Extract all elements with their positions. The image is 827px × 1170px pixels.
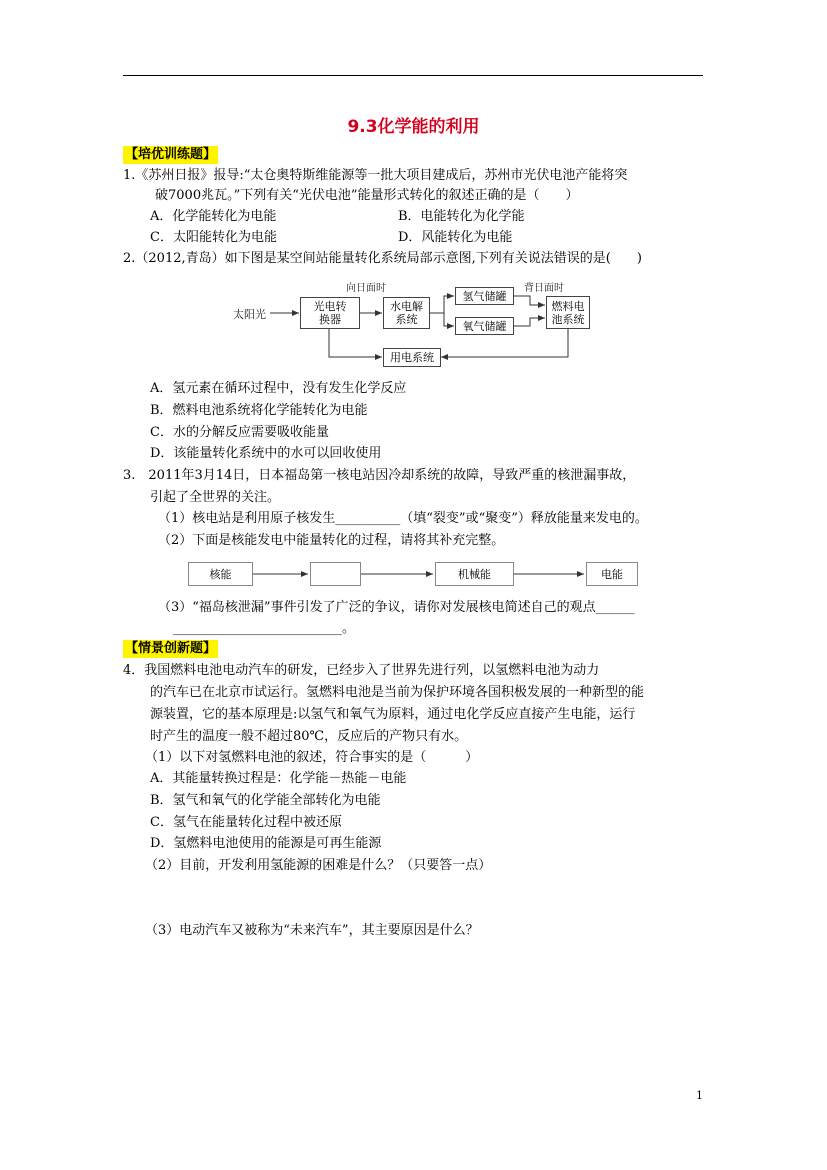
q4-option-c: C．氢气在能量转化过程中被还原 bbox=[150, 815, 342, 830]
q1-option-a: A．化学能转化为电能 bbox=[150, 209, 277, 224]
section-label-scenario: 【情景创新题】 bbox=[125, 641, 217, 656]
q4-part2: （2）目前，开发利用氢能源的困难是什么？（只要答一点） bbox=[145, 858, 492, 873]
q4-option-d: D．氢燃料电池使用的能源是可再生能源 bbox=[150, 836, 382, 851]
flow-box-electric-energy: 电能 bbox=[586, 562, 638, 586]
q3-line2: 引起了全世界的关注。 bbox=[150, 490, 281, 505]
converter-line1: 光电转 bbox=[313, 300, 347, 313]
converter-line2: 换器 bbox=[319, 313, 341, 326]
q1-option-d: D．风能转化为电能 bbox=[398, 230, 513, 245]
q3-part2: （2）下面是核能发电中能量转化的过程，请将其补充完整。 bbox=[158, 533, 505, 548]
section-label-training: 【培优训练题】 bbox=[125, 147, 217, 162]
diagram-sunlight-label: 太阳光 bbox=[233, 308, 266, 321]
q3-line1: 3. 2011年3月14日，日本福岛第一核电站因冷却系统的故障，导致严重的核泄漏事故， bbox=[123, 468, 636, 483]
diagram-sunny-side-label: 向日面时 bbox=[346, 283, 386, 294]
q4-line3: 源装置，它的基本原理是:以氢气和氧气为原料，通过电化学反应直接产生电能，运行 bbox=[150, 707, 636, 722]
diagram-hydrogen-tank: 氢气储罐 bbox=[455, 287, 514, 305]
fuelcell-line2: 池系统 bbox=[551, 312, 585, 326]
q4-part3: （3）电动汽车又被称为“未来汽车”，其主要原因是什么？ bbox=[145, 923, 479, 938]
diagram-oxygen-tank: 氧气储罐 bbox=[455, 317, 514, 335]
q2-option-c: C．水的分解反应需要吸收能量 bbox=[150, 425, 329, 440]
q3-part3-line2: __________________________。 bbox=[173, 621, 356, 636]
q4-option-b: B．氢气和氧气的化学能全部转化为电能 bbox=[150, 793, 381, 808]
q1-option-c: C．太阳能转化为电能 bbox=[150, 230, 277, 245]
q2-option-b: B．燃料电池系统将化学能转化为电能 bbox=[150, 403, 368, 418]
q2-option-a: A．氢元素在循环过程中，没有发生化学反应 bbox=[150, 381, 407, 396]
q1-line1: 1.《苏州日报》报导:“太仓奥特斯维能源等一批大项目建成后，苏州市光伏电池产能将突 bbox=[123, 168, 628, 183]
q4-line1: 4．我国燃料电池电动汽车的研发，已经步入了世界先进行列，以氢燃料电池为动力 bbox=[123, 663, 600, 678]
q4-line2: 的汽车已在北京市试运行。氢燃料电池是当前为保护环境各国积极发展的一种新型的能 bbox=[150, 685, 645, 700]
page-title: 9.3化学能的利用 bbox=[347, 117, 480, 137]
electrolysis-line1: 水电解 bbox=[390, 300, 423, 313]
page-number: 1 bbox=[696, 1089, 703, 1102]
electrolysis-line2: 系统 bbox=[395, 313, 418, 326]
q1-line2: 破7000兆瓦。”下列有关“光伏电池”能量形式转化的叙述正确的是（ ） bbox=[155, 188, 579, 203]
fuelcell-line1: 燃料电 bbox=[551, 299, 585, 313]
q2-option-d: D．该能量转化系统中的水可以回收使用 bbox=[150, 446, 382, 461]
flow-box-blank bbox=[310, 562, 361, 586]
flow-box-mechanical-energy: 机械能 bbox=[435, 562, 514, 586]
q4-option-a: A．其能量转换过程是：化学能－热能－电能 bbox=[150, 771, 407, 786]
diagram-power-system: 用电系统 bbox=[383, 348, 441, 367]
diagram-shadow-side-label: 背日面时 bbox=[524, 283, 564, 294]
flow-box-nuclear-energy: 核能 bbox=[188, 562, 253, 586]
q3-part3-line1: （3）“福岛核泄漏”事件引发了广泛的争议，请你对发展核电简述自己的观点______ bbox=[158, 600, 635, 615]
q4-line4: 时产生的温度一般不超过80℃，反应后的产物只有水。 bbox=[150, 729, 468, 744]
q2-stem: 2.（2012,青岛）如下图是某空间站能量转化系统局部示意图,下列有关说法错误的是( ) bbox=[123, 251, 642, 266]
q3-part1: （1）核电站是利用原子核发生__________（填“裂变”或“聚变”）释放能量来发电的。 bbox=[158, 511, 648, 526]
q1-option-b: B．电能转化为化学能 bbox=[398, 209, 525, 224]
q4-part1: （1）以下对氢燃料电池的叙述，符合事实的是（ ） bbox=[145, 750, 479, 765]
